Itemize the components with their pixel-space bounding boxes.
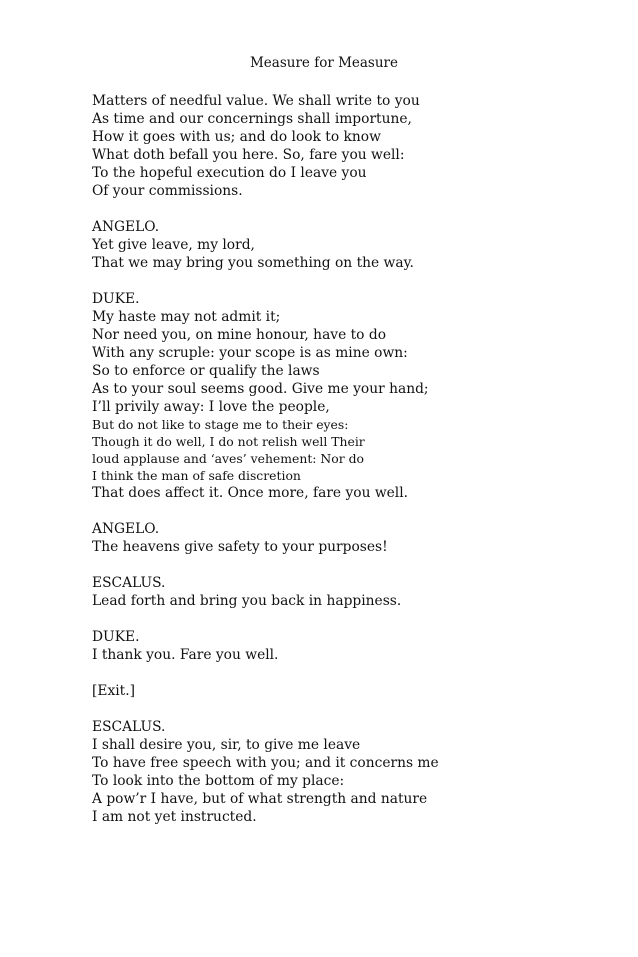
speaker-name: ANGELO. [92, 521, 160, 537]
dialogue-block [92, 574, 592, 610]
page-title [0, 55, 638, 71]
block-spacer [92, 272, 592, 290]
block-spacer [92, 664, 592, 682]
block-spacer [92, 700, 592, 718]
dialogue-block [92, 520, 592, 556]
verse-line: To look into the bottom of my place: [92, 773, 345, 789]
dialogue-block [92, 290, 592, 502]
verse-line: What doth befall you here. So, fare you well: [92, 147, 405, 163]
verse-line: A pow’r I have, but of what strength and nature [92, 791, 428, 807]
verse-line: Of your commissions. [92, 183, 243, 199]
block-spacer [92, 610, 592, 628]
verse-line: How it goes with us; and do look to know [92, 129, 381, 145]
block-spacer [92, 200, 592, 218]
verse-line: So to enforce or qualify the laws [92, 363, 320, 379]
dialogue-block [92, 92, 592, 200]
page-title-text: Measure for Measure [249, 55, 398, 71]
verse-line: To have free speech with you; and it concerns me [92, 755, 439, 771]
verse-line: I am not yet instructed. [92, 809, 257, 825]
speaker-name: ANGELO. [92, 219, 160, 235]
speaker-name: DUKE. [92, 291, 140, 307]
speaker-name: ESCALUS. [92, 719, 166, 735]
verse-line: Yet give leave, my lord, [92, 237, 255, 253]
verse-line: As to your soul seems good. Give me your hand; [92, 381, 429, 397]
verse-line: Lead forth and bring you back in happiness. [92, 593, 402, 609]
verse-line: With any scruple: your scope is as mine own: [92, 345, 408, 361]
verse-line: [Exit.] [92, 683, 135, 699]
speaker-name: DUKE. [92, 629, 140, 645]
verse-line: But do not like to stage me to their eyes: [92, 417, 349, 432]
verse-line: I think the man of safe discretion [92, 468, 301, 483]
verse-line: loud applause and ‘aves’ vehement: Nor do [92, 451, 364, 466]
verse-line: I’ll privily away: I love the people, [92, 399, 330, 415]
verse-line: Though it do well, I do not relish well Their [92, 434, 365, 449]
verse-line: That does affect it. Once more, fare you well. [92, 485, 409, 501]
block-spacer [92, 556, 592, 574]
block-spacer [92, 502, 592, 520]
verse-line: Matters of needful value. We shall write to you [92, 93, 420, 109]
verse-line: Nor need you, on mine honour, have to do [92, 327, 387, 343]
verse-line: I shall desire you, sir, to give me leave [92, 737, 361, 753]
speaker-name: ESCALUS. [92, 575, 166, 591]
verse-line: My haste may not admit it; [92, 309, 281, 325]
dialogue-block [92, 682, 592, 700]
dialogue-block [92, 718, 592, 826]
verse-line: To the hopeful execution do I leave you [92, 165, 367, 181]
verse-line: That we may bring you something on the way. [92, 255, 414, 271]
dialogue-block [92, 628, 592, 664]
dialogue-block [92, 218, 592, 272]
verse-line: The heavens give safety to your purposes! [92, 539, 388, 555]
verse-line: I thank you. Fare you well. [92, 647, 279, 663]
play-text [92, 92, 592, 826]
verse-line: As time and our concernings shall importune, [92, 111, 412, 127]
